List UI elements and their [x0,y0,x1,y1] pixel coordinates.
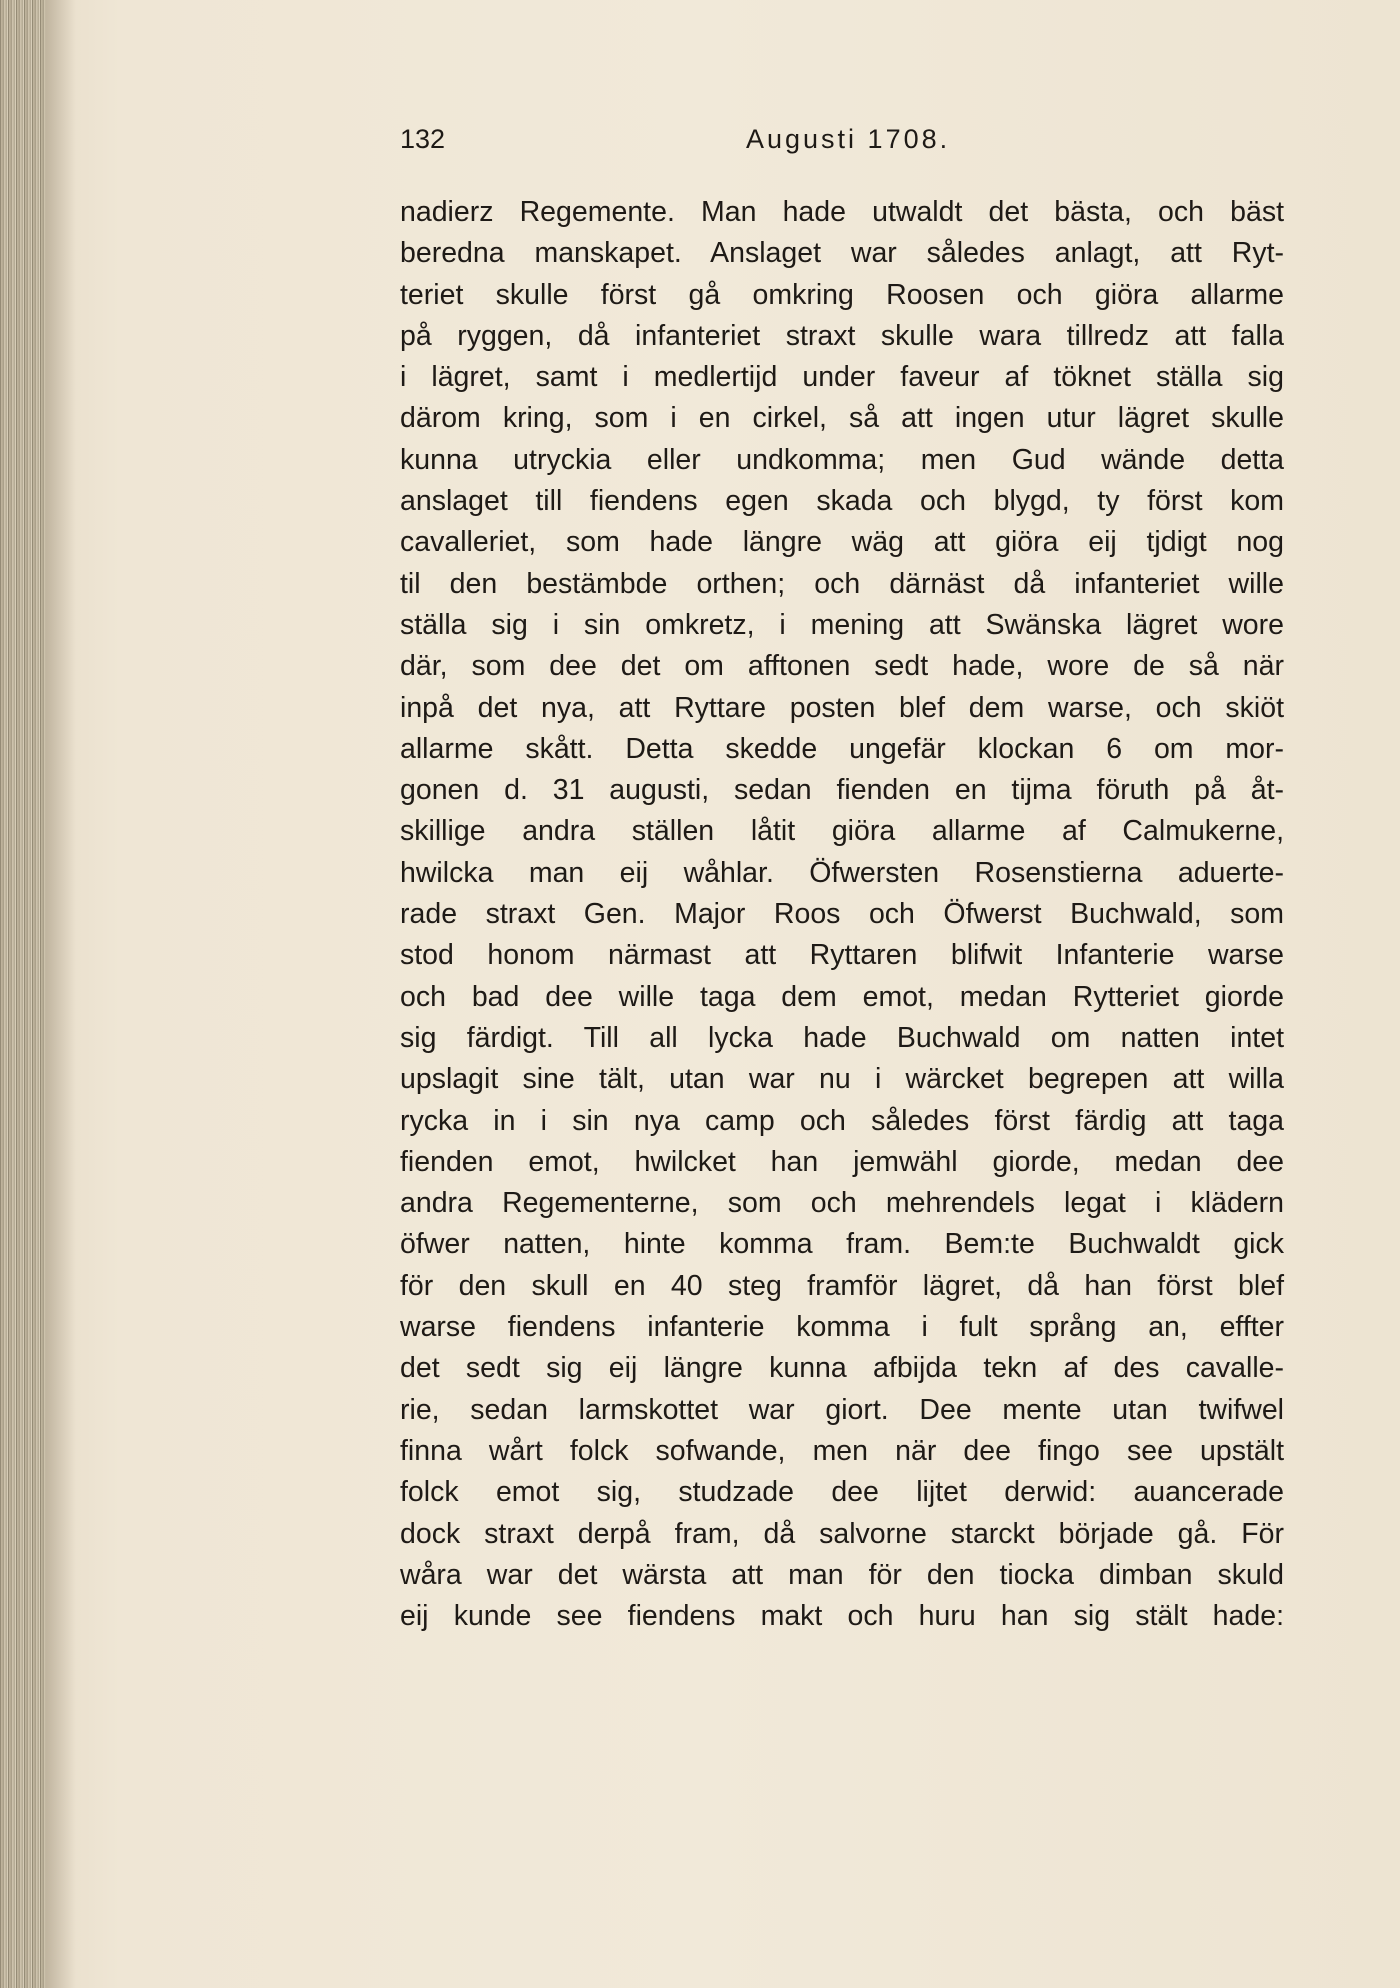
text-line: warse fiendens infanterie komma i fult språng an, effter [400,1311,1284,1344]
text-line: på ryggen, då infanteriet straxt skulle wara tillredz att falla [400,319,1284,352]
text-line: til den bestämbde orthen; och därnäst då infanteriet wille [400,567,1284,600]
text-line: för den skull en 40 steg framför lägret, då han först blef [400,1269,1284,1302]
text-line: det sedt sig eij längre kunna afbijda tekn af des cavalle- [400,1352,1284,1385]
text-line: rade straxt Gen. Major Roos och Öfwerst Buchwald, som [400,898,1284,931]
text-line: allarme skått. Detta skedde ungefär klockan 6 om mor- [400,732,1284,765]
page-number: 132 [400,124,446,154]
text-line: gonen d. 31 augusti, sedan fienden en tijma föruth på åt- [400,774,1284,807]
gutter-shadow [46,0,76,1988]
text-line: och bad dee wille taga dem emot, medan Rytteriet giorde [400,980,1284,1013]
text-line: folck emot sig, studzade dee lijtet derwid: auancerade [400,1476,1284,1509]
page-header [400,124,980,164]
text-line: stod honom närmast att Ryttaren blifwit Infanterie warse [400,939,1284,972]
text-line: nadierz Regemente. Man hade utwaldt det bästa, och bäst [400,196,1284,228]
book-binding-edge [0,0,46,1988]
text-line: upslagit sine tält, utan war nu i wärcket begrepen att willa [400,1063,1284,1096]
text-line: anslaget till fiendens egen skada och blygd, ty först kom [400,485,1284,518]
text-line: cavalleriet, som hade längre wäg att giöra eij tjdigt nog [400,526,1284,559]
text-line: skillige andra ställen låtit giöra allarme af Calmukerne, [400,815,1284,848]
text-line: i lägret, samt i medlertijd under faveur af töknet ställa sig [400,361,1284,394]
text-line: finna wårt folck sofwande, men när dee fingo see upstält [400,1434,1284,1467]
text-line: eij kunde see fiendens makt och huru han sig stält hade: [400,1600,1284,1633]
text-line: ställa sig i sin omkretz, i mening att Swänska lägret wore [400,608,1284,641]
text-line: wåra war det wärsta att man för den tiocka dimban skuld [400,1558,1284,1591]
text-line: fienden emot, hwilcket han jemwähl giorde, medan dee [400,1145,1284,1178]
text-line: inpå det nya, att Ryttare posten blef dem warse, och skiöt [400,691,1284,724]
text-line: beredna manskapet. Anslaget war således anlagt, att Ryt- [400,237,1284,270]
body-text [400,192,1284,1637]
text-line: andra Regementerne, som och mehrendels legat i klädern [400,1187,1284,1220]
text-line: dock straxt derpå fram, då salvorne starckt började gå. För [400,1517,1284,1550]
text-line: rie, sedan larmskottet war giort. Dee mente utan twifwel [400,1393,1284,1426]
running-title: Augusti 1708. [746,124,951,154]
text-line: sig färdigt. Till all lycka hade Buchwald om natten intet [400,1021,1284,1054]
text-line: öfwer natten, hinte komma fram. Bem:te Buchwaldt gick [400,1228,1284,1261]
text-line: hwilcka man eij wåhlar. Öfwersten Rosenstierna aduerte- [400,856,1284,889]
text-line: rycka in i sin nya camp och således först färdig att taga [400,1104,1284,1137]
text-line: därom kring, som i en cirkel, så att ingen utur lägret skulle [400,402,1284,435]
text-line: där, som dee det om afftonen sedt hade, wore de så när [400,650,1284,683]
text-line: kunna utryckia eller undkomma; men Gud wände detta [400,443,1284,476]
text-line: teriet skulle först gå omkring Roosen och giöra allarme [400,278,1284,311]
